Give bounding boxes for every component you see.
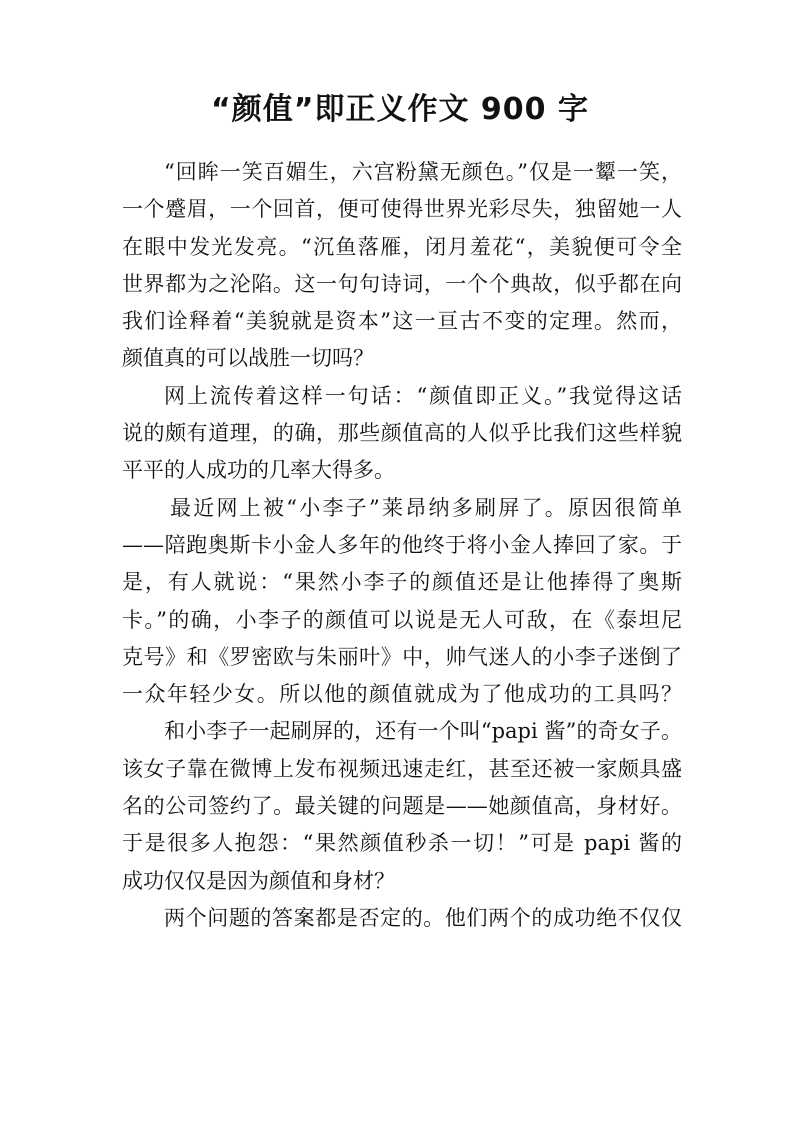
text-line: 一个蹙眉，一个回首，便可使得世界光彩尽失，独留她一人	[122, 197, 682, 222]
text-line: 一众年轻少女。所以他的颜值就成为了他成功的工具吗？	[122, 682, 682, 707]
text-line: 平平的人成功的几率大得多。	[122, 458, 395, 483]
text-line: ——陪跑奥斯卡小金人多年的他终于将小金人捧回了家。于	[122, 532, 682, 557]
text-line: 名的公司签约了。最关键的问题是——她颜值高，身材好。	[122, 794, 682, 819]
text-line: 世界都为之沦陷。这一句句诗词，一个个典故，似乎都在向	[122, 271, 682, 296]
paragraph-3	[122, 490, 682, 714]
text-line: 于是很多人抱怨：“果然颜值秒杀一切！”可是 papi 酱的	[122, 831, 682, 856]
text-line: “回眸一笑百媚生，六宫粉黛无颜色。”仅是一颦一笑，	[164, 160, 682, 184]
paragraph-4	[122, 713, 682, 899]
text-line: 卡。”的确，小李子的颜值可以说是无人可敌，在《泰坦尼	[122, 607, 682, 632]
paragraph-2	[122, 378, 682, 490]
document-title: “颜值”即正义作文 900 字	[211, 92, 589, 127]
text-line: 两个问题的答案都是否定的。他们两个的成功绝不仅仅	[164, 905, 682, 930]
text-line: 克号》和《罗密欧与朱丽叶》中，帅气迷人的小李子迷倒了	[122, 644, 682, 669]
text-line: 网上流传着这样一句话：“颜值即正义。”我觉得这话	[164, 383, 682, 408]
text-line: 和小李子一起刷屏的，还有一个叫“papi 酱”的奇女子。	[164, 719, 682, 744]
text-line: 最近网上被“小李子”莱昂纳多刷屏了。原因很简单	[170, 495, 682, 520]
document-body	[122, 154, 682, 937]
text-line: 是，有人就说：“果然小李子的颜值还是让他捧得了奥斯	[122, 570, 682, 595]
paragraph-1	[122, 154, 682, 378]
text-line: 我们诠释着“美貌就是资本”这一亘古不变的定理。然而，	[122, 309, 682, 334]
paragraph-5	[122, 900, 682, 937]
text-line: 该女子靠在微博上发布视频迅速走红，甚至还被一家颇具盛	[122, 756, 682, 781]
text-line: 成功仅仅是因为颜值和身材？	[122, 868, 395, 893]
text-line: 颜值真的可以战胜一切吗？	[122, 346, 374, 371]
text-line: 在眼中发光发亮。“沉鱼落雁，闭月羞花“，美貌便可令全	[122, 234, 682, 259]
text-line: 说的颇有道理，的确，那些颜值高的人似乎比我们这些样貌	[122, 421, 682, 446]
